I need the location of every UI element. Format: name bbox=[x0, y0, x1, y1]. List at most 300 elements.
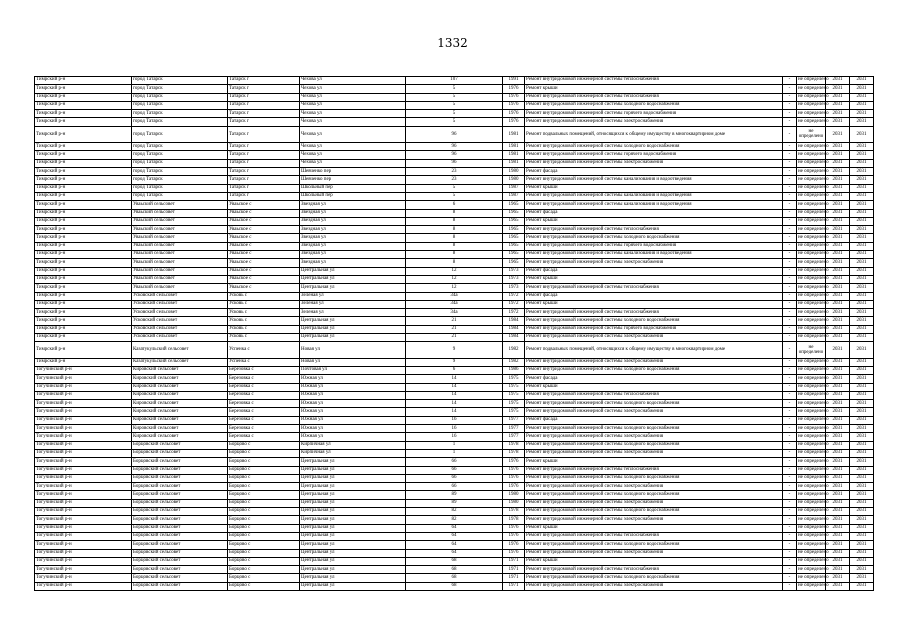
cell-dash: - bbox=[783, 176, 797, 184]
cell-work-type: Ремонт внутридомовой инженерной системы электроснабжения bbox=[525, 499, 783, 507]
cell-dash: - bbox=[783, 217, 797, 225]
cell-work-type: Ремонт внутридомовой инженерной системы холодного водоснабжения bbox=[525, 400, 783, 408]
cell-dash: - bbox=[783, 516, 797, 524]
cell-street: Центральная ул bbox=[300, 549, 406, 557]
cell-year-end: 2031 bbox=[850, 408, 874, 416]
cell-dash: - bbox=[783, 557, 797, 565]
cell-district: Тимрский р-н bbox=[35, 209, 132, 217]
table-row bbox=[35, 342, 874, 358]
cell-year-start: 2031 bbox=[826, 524, 850, 532]
table-row bbox=[35, 267, 874, 275]
cell-year-end: 2031 bbox=[850, 159, 874, 167]
cell-year-end: 2031 bbox=[850, 433, 874, 441]
cell-dash: - bbox=[783, 77, 797, 85]
cell-year-end: 2031 bbox=[850, 85, 874, 93]
cell-year: 1976 bbox=[503, 458, 525, 466]
cell-work-type: Ремонт внутридомовой инженерной системы холодного водоснабжения bbox=[525, 366, 783, 374]
cell-house: 6 bbox=[406, 366, 503, 374]
cell-house: 1 bbox=[406, 441, 503, 449]
cell-house: 8 bbox=[406, 251, 503, 259]
cell-year-end: 2031 bbox=[850, 566, 874, 574]
cell-year-end: 2031 bbox=[850, 557, 874, 565]
cell-year-start: 2031 bbox=[826, 549, 850, 557]
cell-year-end: 2031 bbox=[850, 491, 874, 499]
cell-year-end: 2031 bbox=[850, 516, 874, 524]
cell-street: Новая ул bbox=[300, 358, 406, 366]
cell-year: 1981 bbox=[503, 159, 525, 167]
cell-year-end: 2031 bbox=[850, 209, 874, 217]
cell-year: 1965 bbox=[503, 201, 525, 209]
cell-cost: не определено bbox=[797, 441, 826, 449]
cell-street: Звездная ул bbox=[300, 259, 406, 267]
cell-year-start: 2031 bbox=[826, 217, 850, 225]
cell-settlement: Татарск г bbox=[228, 184, 300, 192]
cell-work-type: Ремонт внутридомовой инженерной системы электроснабжения bbox=[525, 259, 783, 267]
cell-house: 23 bbox=[406, 176, 503, 184]
table-row bbox=[35, 458, 874, 466]
cell-year: 1984 bbox=[503, 334, 525, 342]
cell-work-type: Ремонт внутридомовой инженерной системы теплоснабжения bbox=[525, 93, 783, 101]
table-row bbox=[35, 217, 874, 225]
cell-year: 1976 bbox=[503, 474, 525, 482]
cell-street: Шевченко пер bbox=[300, 168, 406, 176]
cell-work-type: Ремонт крыши bbox=[525, 458, 783, 466]
cell-street: Центральная ул bbox=[300, 458, 406, 466]
cell-year-end: 2031 bbox=[850, 458, 874, 466]
cell-street: Центральная ул bbox=[300, 566, 406, 574]
cell-year: 1980 bbox=[503, 491, 525, 499]
cell-cost: не определено bbox=[797, 466, 826, 474]
cell-year-end: 2031 bbox=[850, 334, 874, 342]
cell-work-type: Ремонт внутридомовой инженерной системы холодного водоснабжения bbox=[525, 541, 783, 549]
cell-year: 1976 bbox=[503, 483, 525, 491]
cell-work-type: Ремонт внутридомовой инженерной системы теплоснабжения bbox=[525, 466, 783, 474]
cell-settlement: Татарск г bbox=[228, 176, 300, 184]
cell-district: Тогучинский р-н bbox=[35, 582, 132, 590]
cell-dash: - bbox=[783, 325, 797, 333]
cell-street: Почтовая ул bbox=[300, 366, 406, 374]
cell-work-type: Ремонт фасада bbox=[525, 267, 783, 275]
cell-municipality: Уваьский сельсовет bbox=[132, 201, 228, 209]
cell-year-end: 2031 bbox=[850, 201, 874, 209]
cell-district: Тогучинский р-н bbox=[35, 383, 132, 391]
cell-street: Звездная ул bbox=[300, 217, 406, 225]
cell-street: Центральная ул bbox=[300, 483, 406, 491]
cell-work-type: Ремонт внутридомовой инженерной системы канализования и водоотведения bbox=[525, 192, 783, 200]
cell-year-start: 2031 bbox=[826, 483, 850, 491]
cell-municipality: Кировский сельсовет bbox=[132, 391, 228, 399]
cell-cost: не определено bbox=[797, 400, 826, 408]
cell-work-type: Ремонт крыши bbox=[525, 524, 783, 532]
cell-year: 1971 bbox=[503, 557, 525, 565]
cell-street: Центральная ул bbox=[300, 466, 406, 474]
cell-work-type: Ремонт внутридомовой инженерной системы холодного водоснабжения bbox=[525, 474, 783, 482]
cell-work-type: Ремонт внутридомовой инженерной системы холодного водоснабжения bbox=[525, 441, 783, 449]
cell-cost: не определено bbox=[797, 383, 826, 391]
cell-municipality: Уваьский сельсовет bbox=[132, 217, 228, 225]
cell-year-end: 2031 bbox=[850, 400, 874, 408]
cell-street: Новая ул bbox=[300, 342, 406, 358]
cell-year: 1977 bbox=[503, 425, 525, 433]
cell-district: Тимрский р-н bbox=[35, 143, 132, 151]
cell-year: 1978 bbox=[503, 449, 525, 457]
cell-year-start: 2031 bbox=[826, 408, 850, 416]
cell-house: 21 bbox=[406, 317, 503, 325]
cell-year: 1976 bbox=[503, 466, 525, 474]
cell-house: 5 bbox=[406, 101, 503, 109]
cell-year-start: 2031 bbox=[826, 234, 850, 242]
cell-municipality: город Татарск bbox=[132, 176, 228, 184]
cell-settlement: Борцово с bbox=[228, 491, 300, 499]
cell-house: 96 bbox=[406, 126, 503, 142]
cell-work-type: Ремонт внутридомовой инженерной системы теплоснабжения bbox=[525, 284, 783, 292]
cell-settlement: Татарск г bbox=[228, 192, 300, 200]
cell-district: Тимрский р-н bbox=[35, 259, 132, 267]
cell-house: 8 bbox=[406, 242, 503, 250]
cell-municipality: Борцовский сельсовет bbox=[132, 466, 228, 474]
cell-work-type: Ремонт внутридомовой инженерной системы канализования и водоотведения bbox=[525, 251, 783, 259]
cell-district: Тимрский р-н bbox=[35, 342, 132, 358]
cell-year: 1976 bbox=[503, 541, 525, 549]
cell-district: Тогучинский р-н bbox=[35, 474, 132, 482]
cell-municipality: Усковский сельсовет bbox=[132, 300, 228, 308]
cell-cost: не определено bbox=[797, 491, 826, 499]
cell-year-end: 2031 bbox=[850, 217, 874, 225]
cell-year-end: 2031 bbox=[850, 524, 874, 532]
cell-cost: не определено bbox=[797, 267, 826, 275]
table-row bbox=[35, 77, 874, 85]
cell-year: 1975 bbox=[503, 408, 525, 416]
cell-year-start: 2031 bbox=[826, 259, 850, 267]
cell-work-type: Ремонт внутридомовой инженерной системы электроснабжения bbox=[525, 334, 783, 342]
cell-house: 8 bbox=[406, 226, 503, 234]
cell-dash: - bbox=[783, 251, 797, 259]
cell-year-end: 2031 bbox=[850, 234, 874, 242]
cell-cost: не определено bbox=[797, 176, 826, 184]
cell-street: Центральная ул bbox=[300, 284, 406, 292]
cell-house: 34а bbox=[406, 300, 503, 308]
cell-cost: не определено bbox=[797, 309, 826, 317]
cell-cost: не определено bbox=[797, 458, 826, 466]
cell-dash: - bbox=[783, 541, 797, 549]
cell-street: Южная ул bbox=[300, 416, 406, 424]
cell-year: 1965 bbox=[503, 251, 525, 259]
cell-settlement: Татарск г bbox=[228, 143, 300, 151]
cell-dash: - bbox=[783, 408, 797, 416]
cell-year-end: 2031 bbox=[850, 242, 874, 250]
register-body bbox=[35, 77, 874, 591]
cell-district: Тогучинский р-н bbox=[35, 524, 132, 532]
cell-district: Тогучинский р-н bbox=[35, 574, 132, 582]
cell-year: 1965 bbox=[503, 226, 525, 234]
cell-cost: не определено bbox=[797, 275, 826, 283]
cell-district: Тогучинский р-н bbox=[35, 491, 132, 499]
cell-street: Звездная ул bbox=[300, 201, 406, 209]
cell-year-start: 2031 bbox=[826, 557, 850, 565]
cell-year-end: 2031 bbox=[850, 582, 874, 590]
cell-cost: не определено bbox=[797, 317, 826, 325]
cell-house: 8 bbox=[406, 259, 503, 267]
cell-street: Чехова ул bbox=[300, 126, 406, 142]
cell-year: 1976 bbox=[503, 549, 525, 557]
table-row bbox=[35, 408, 874, 416]
cell-dash: - bbox=[783, 284, 797, 292]
cell-settlement: Усковь с bbox=[228, 292, 300, 300]
cell-settlement: Березовка с bbox=[228, 416, 300, 424]
cell-municipality: Уваьский сельсовет bbox=[132, 259, 228, 267]
cell-year: 1986 bbox=[503, 366, 525, 374]
cell-district: Тогучинский р-н bbox=[35, 375, 132, 383]
cell-cost: не определено bbox=[797, 391, 826, 399]
table-row bbox=[35, 151, 874, 159]
cell-work-type: Ремонт внутридомовой инженерной системы холодного водоснабжения bbox=[525, 101, 783, 109]
cell-work-type: Ремонт внутридомовой инженерной системы горячего водоснабжения bbox=[525, 110, 783, 118]
cell-work-type: Ремонт фасада bbox=[525, 209, 783, 217]
cell-year-start: 2031 bbox=[826, 93, 850, 101]
cell-year-start: 2031 bbox=[826, 126, 850, 142]
cell-street: Южная ул bbox=[300, 408, 406, 416]
cell-year-end: 2031 bbox=[850, 168, 874, 176]
cell-street: Южная ул bbox=[300, 433, 406, 441]
cell-street: Южная ул bbox=[300, 400, 406, 408]
cell-year-start: 2031 bbox=[826, 168, 850, 176]
cell-settlement: Березовка с bbox=[228, 383, 300, 391]
cell-municipality: Кировский сельсовет bbox=[132, 366, 228, 374]
table-row bbox=[35, 366, 874, 374]
cell-dash: - bbox=[783, 483, 797, 491]
cell-year: 1976 bbox=[503, 532, 525, 540]
cell-work-type: Ремонт внутридомовой инженерной системы электроснабжения bbox=[525, 549, 783, 557]
cell-cost: не определено bbox=[797, 532, 826, 540]
cell-year-end: 2031 bbox=[850, 342, 874, 358]
cell-district: Тимрский р-н bbox=[35, 85, 132, 93]
cell-district: Тимрский р-н bbox=[35, 234, 132, 242]
cell-municipality: город Татарск bbox=[132, 151, 228, 159]
cell-municipality: Борцовский сельсовет bbox=[132, 524, 228, 532]
cell-settlement: Татарск г bbox=[228, 118, 300, 126]
cell-year: 1975 bbox=[503, 400, 525, 408]
cell-district: Тимрский р-н bbox=[35, 101, 132, 109]
cell-work-type: Ремонт фасада bbox=[525, 416, 783, 424]
cell-dash: - bbox=[783, 93, 797, 101]
table-row bbox=[35, 110, 874, 118]
cell-year-start: 2031 bbox=[826, 582, 850, 590]
cell-cost: не определено bbox=[797, 516, 826, 524]
table-row bbox=[35, 566, 874, 574]
cell-house: 89 bbox=[406, 491, 503, 499]
cell-work-type: Ремонт крыши bbox=[525, 85, 783, 93]
table-row bbox=[35, 126, 874, 142]
cell-settlement: Уваьское с bbox=[228, 217, 300, 225]
cell-settlement: Уваьское с bbox=[228, 242, 300, 250]
cell-street: Чехова ул bbox=[300, 159, 406, 167]
cell-municipality: Казатукульский сельсовет bbox=[132, 342, 228, 358]
cell-dash: - bbox=[783, 566, 797, 574]
cell-cost: не определено bbox=[797, 259, 826, 267]
cell-year: 1977 bbox=[503, 416, 525, 424]
cell-cost: не определено bbox=[797, 151, 826, 159]
table-row bbox=[35, 466, 874, 474]
cell-settlement: Борцово с bbox=[228, 466, 300, 474]
cell-year: 1987 bbox=[503, 192, 525, 200]
cell-street: Центральная ул bbox=[300, 524, 406, 532]
cell-dash: - bbox=[783, 234, 797, 242]
table-row bbox=[35, 524, 874, 532]
cell-year-end: 2031 bbox=[850, 358, 874, 366]
cell-house: 14 bbox=[406, 408, 503, 416]
cell-municipality: Борцовский сельсовет bbox=[132, 516, 228, 524]
cell-settlement: Уваьское с bbox=[228, 275, 300, 283]
cell-street: Центральная ул bbox=[300, 574, 406, 582]
cell-year: 1975 bbox=[503, 391, 525, 399]
cell-dash: - bbox=[783, 267, 797, 275]
cell-year-start: 2031 bbox=[826, 574, 850, 582]
cell-year: 1976 bbox=[503, 118, 525, 126]
cell-municipality: Усковский сельсовет bbox=[132, 325, 228, 333]
cell-year: 1973 bbox=[503, 284, 525, 292]
cell-year-end: 2031 bbox=[850, 449, 874, 457]
cell-house: 5 bbox=[406, 118, 503, 126]
cell-year-start: 2031 bbox=[826, 176, 850, 184]
cell-year-end: 2031 bbox=[850, 292, 874, 300]
cell-dash: - bbox=[783, 400, 797, 408]
cell-municipality: Усковский сельсовет bbox=[132, 309, 228, 317]
cell-work-type: Ремонт внутридомовой инженерной системы электроснабжения bbox=[525, 358, 783, 366]
table-row bbox=[35, 317, 874, 325]
cell-municipality: город Татарск bbox=[132, 101, 228, 109]
cell-settlement: Борцово с bbox=[228, 483, 300, 491]
cell-year-start: 2031 bbox=[826, 251, 850, 259]
cell-district: Тимрский р-н bbox=[35, 226, 132, 234]
cell-year-start: 2031 bbox=[826, 474, 850, 482]
cell-municipality: Кировский сельсовет bbox=[132, 433, 228, 441]
cell-work-type: Ремонт внутридомовой инженерной системы теплоснабжения bbox=[525, 566, 783, 574]
cell-year-end: 2031 bbox=[850, 532, 874, 540]
cell-settlement: Усковь с bbox=[228, 325, 300, 333]
cell-year-end: 2031 bbox=[850, 366, 874, 374]
cell-cost: не определено bbox=[797, 425, 826, 433]
cell-cost: не определено bbox=[797, 366, 826, 374]
cell-settlement: Березовка с bbox=[228, 391, 300, 399]
cell-year-start: 2031 bbox=[826, 267, 850, 275]
cell-year-start: 2031 bbox=[826, 143, 850, 151]
cell-cost: не определено bbox=[797, 549, 826, 557]
cell-year-start: 2031 bbox=[826, 101, 850, 109]
cell-year: 1976 bbox=[503, 85, 525, 93]
cell-settlement: Успенка с bbox=[228, 358, 300, 366]
cell-house: 9 bbox=[406, 358, 503, 366]
cell-year-start: 2031 bbox=[826, 110, 850, 118]
cell-district: Тогучинский р-н bbox=[35, 566, 132, 574]
page-number: 1332 bbox=[437, 36, 468, 50]
cell-year-end: 2031 bbox=[850, 508, 874, 516]
cell-work-type: Ремонт внутридомовой инженерной системы холодного водоснабжения bbox=[525, 574, 783, 582]
cell-district: Тогучинский р-н bbox=[35, 366, 132, 374]
cell-street: Чехова ул bbox=[300, 85, 406, 93]
cell-year-end: 2031 bbox=[850, 499, 874, 507]
cell-year: 1965 bbox=[503, 234, 525, 242]
cell-settlement: Успенка с bbox=[228, 342, 300, 358]
cell-municipality: Борцовский сельсовет bbox=[132, 557, 228, 565]
cell-year: 1982 bbox=[503, 358, 525, 366]
cell-cost: не определено bbox=[797, 85, 826, 93]
cell-year: 1976 bbox=[503, 93, 525, 101]
cell-house: 8 bbox=[406, 217, 503, 225]
cell-municipality: Уваьский сельсовет bbox=[132, 284, 228, 292]
cell-year-end: 2031 bbox=[850, 300, 874, 308]
cell-municipality: город Татарск bbox=[132, 143, 228, 151]
cell-year-end: 2031 bbox=[850, 549, 874, 557]
repair-register-table bbox=[34, 76, 874, 591]
cell-house: 107 bbox=[406, 77, 503, 85]
cell-municipality: Уваьский сельсовет bbox=[132, 234, 228, 242]
cell-house: 1 bbox=[406, 449, 503, 457]
cell-year: 1975 bbox=[503, 375, 525, 383]
cell-street: Зеленая ул bbox=[300, 309, 406, 317]
cell-house: 16 bbox=[406, 433, 503, 441]
cell-municipality: город Татарск bbox=[132, 110, 228, 118]
cell-municipality: город Татарск bbox=[132, 85, 228, 93]
cell-cost: не определено bbox=[797, 217, 826, 225]
cell-cost: не определено bbox=[797, 110, 826, 118]
cell-work-type: Ремонт фасада bbox=[525, 168, 783, 176]
cell-municipality: Уваьский сельсовет bbox=[132, 242, 228, 250]
cell-municipality: Борцовский сельсовет bbox=[132, 449, 228, 457]
cell-house: 66 bbox=[406, 474, 503, 482]
cell-settlement: Березовка с bbox=[228, 375, 300, 383]
cell-year: 1984 bbox=[503, 317, 525, 325]
cell-dash: - bbox=[783, 441, 797, 449]
cell-municipality: город Татарск bbox=[132, 168, 228, 176]
cell-year: 1971 bbox=[503, 582, 525, 590]
cell-year: 1980 bbox=[503, 176, 525, 184]
table-row bbox=[35, 375, 874, 383]
cell-work-type: Ремонт внутридомовой инженерной системы теплоснабжения bbox=[525, 532, 783, 540]
cell-street: Зеленая ул bbox=[300, 300, 406, 308]
cell-cost: не определено bbox=[797, 334, 826, 342]
cell-year-end: 2031 bbox=[850, 93, 874, 101]
cell-street: Чехова ул bbox=[300, 143, 406, 151]
cell-year: 1984 bbox=[503, 325, 525, 333]
cell-cost: не определено bbox=[797, 300, 826, 308]
cell-year-start: 2031 bbox=[826, 391, 850, 399]
cell-municipality: Кировский сельсовет bbox=[132, 408, 228, 416]
cell-work-type: Ремонт внутридомовой инженерной системы теплоснабжения bbox=[525, 77, 783, 85]
cell-settlement: Усковь с bbox=[228, 300, 300, 308]
cell-dash: - bbox=[783, 334, 797, 342]
cell-street: Звездная ул bbox=[300, 242, 406, 250]
cell-year-end: 2031 bbox=[850, 441, 874, 449]
cell-settlement: Борцово с bbox=[228, 566, 300, 574]
cell-district: Тогучинский р-н bbox=[35, 391, 132, 399]
cell-year-end: 2031 bbox=[850, 284, 874, 292]
cell-district: Тимрский р-н bbox=[35, 110, 132, 118]
cell-work-type: Ремонт внутридомовой инженерной системы холодного водоснабжения bbox=[525, 508, 783, 516]
cell-work-type: Ремонт внутридомовой инженерной системы холодного водоснабжения bbox=[525, 425, 783, 433]
cell-settlement: Уваьское с bbox=[228, 201, 300, 209]
cell-cost: не определено bbox=[797, 93, 826, 101]
cell-dash: - bbox=[783, 508, 797, 516]
table-row bbox=[35, 284, 874, 292]
cell-house: 12 bbox=[406, 275, 503, 283]
cell-house: 5 bbox=[406, 184, 503, 192]
table-row bbox=[35, 159, 874, 167]
table-row bbox=[35, 433, 874, 441]
cell-dash: - bbox=[783, 383, 797, 391]
cell-district: Тимрский р-н bbox=[35, 168, 132, 176]
cell-house: 96 bbox=[406, 143, 503, 151]
cell-house: 8 bbox=[406, 209, 503, 217]
